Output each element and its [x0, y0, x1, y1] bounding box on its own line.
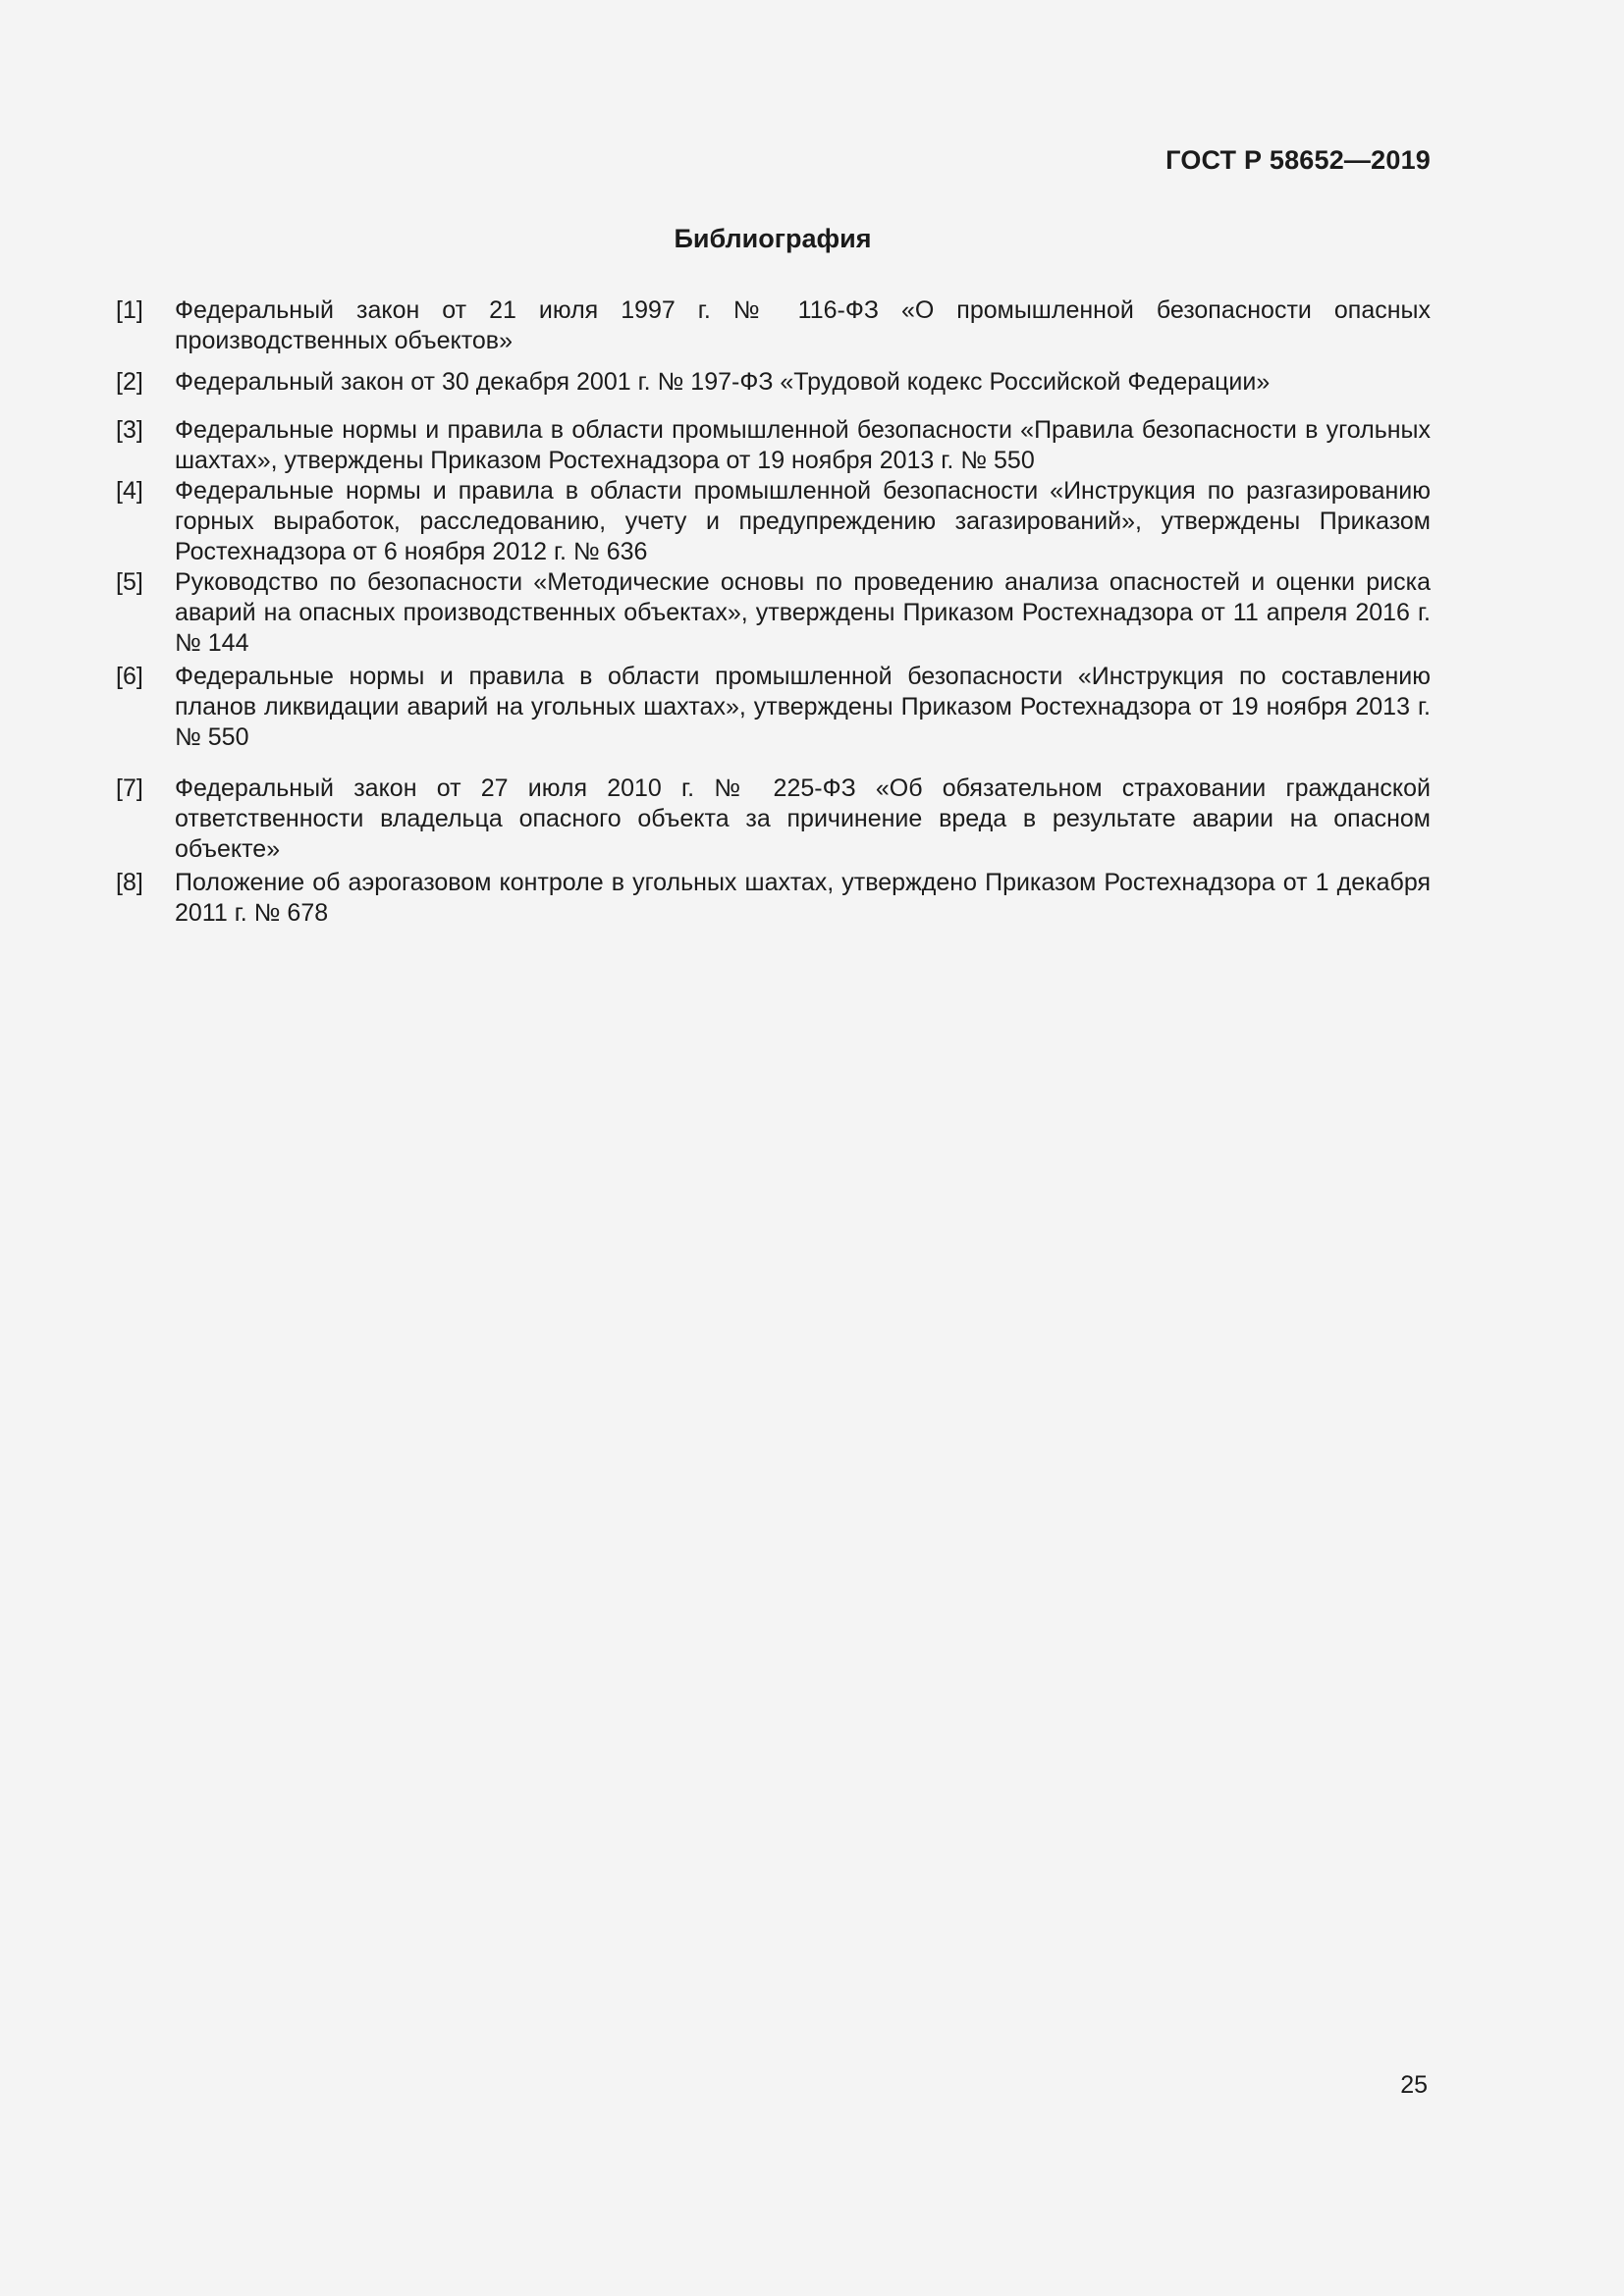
bibliography-item-text: Положение об аэрогазовом контроле в угольных шахтах, утверждено Приказом Ростехнадзора от 1 декабря 2011 г. № 678	[175, 869, 1431, 927]
bibliography-item-text: Руководство по безопасности «Методические основы по проведению анализа опасностей и оценки риска аварий на опасных производственных объектах», утверждены Приказом Ростехнадзора от 11 апреля 2016 г. № 144	[175, 568, 1431, 657]
bibliography-item	[116, 662, 1431, 753]
bibliography-item-text: Федеральный закон от 30 декабря 2001 г. № 197-ФЗ «Трудовой кодекс Российской Федерации»	[175, 368, 1271, 396]
bibliography-item-number: [5]	[116, 568, 143, 596]
bibliography-item	[116, 476, 1431, 567]
bibliography-item-number: [4]	[116, 477, 143, 505]
bibliography-item-text: Федеральный закон от 21 июля 1997 г. № 116-ФЗ «О промышленной безопасности опасных производственных объектов»	[175, 296, 1431, 354]
bibliography-item-number: [7]	[116, 774, 143, 802]
page-number: 25	[1400, 2071, 1428, 2099]
bibliography-item-number: [2]	[116, 368, 143, 396]
bibliography-item-number: [6]	[116, 663, 143, 690]
bibliography-title: Библиография	[674, 224, 872, 253]
bibliography-item-text: Федеральные нормы и правила в области промышленной безопасности «Инструкция по составлению планов ликвидации аварий на угольных шахтах», утверждены Приказом Ростехнадзора от 19 ноября 2013 г. № 550	[175, 663, 1431, 751]
bibliography-item	[116, 367, 1431, 398]
bibliography-item-number: [1]	[116, 296, 143, 324]
document-code: ГОСТ Р 58652—2019	[1165, 145, 1431, 175]
bibliography-item-text: Федеральный закон от 27 июля 2010 г. № 225-ФЗ «Об обязательном страховании гражданской ответственности владельца опасного объекта за причинение вреда в результате аварии на опасном объекте»	[175, 774, 1431, 863]
bibliography-item-text: Федеральные нормы и правила в области промышленной безопасности «Правила безопасности в угольных шахтах», утверждены Приказом Ростехнадзора от 19 ноября 2013 г. № 550	[175, 416, 1431, 474]
bibliography-item-text: Федеральные нормы и правила в области промышленной безопасности «Инструкция по разгазированию горных выработок, расследованию, учету и предупреждению загазирований», утверждены Приказом Ростехнадзора от 6 ноября 2012 г. № 636	[175, 477, 1431, 565]
bibliography-item-number: [8]	[116, 869, 143, 896]
bibliography-item	[116, 415, 1431, 476]
bibliography-item	[116, 868, 1431, 929]
bibliography-item-number: [3]	[116, 416, 143, 444]
bibliography-list	[116, 295, 1431, 929]
bibliography-item	[116, 295, 1431, 356]
bibliography-item	[116, 774, 1431, 865]
bibliography-item	[116, 567, 1431, 659]
